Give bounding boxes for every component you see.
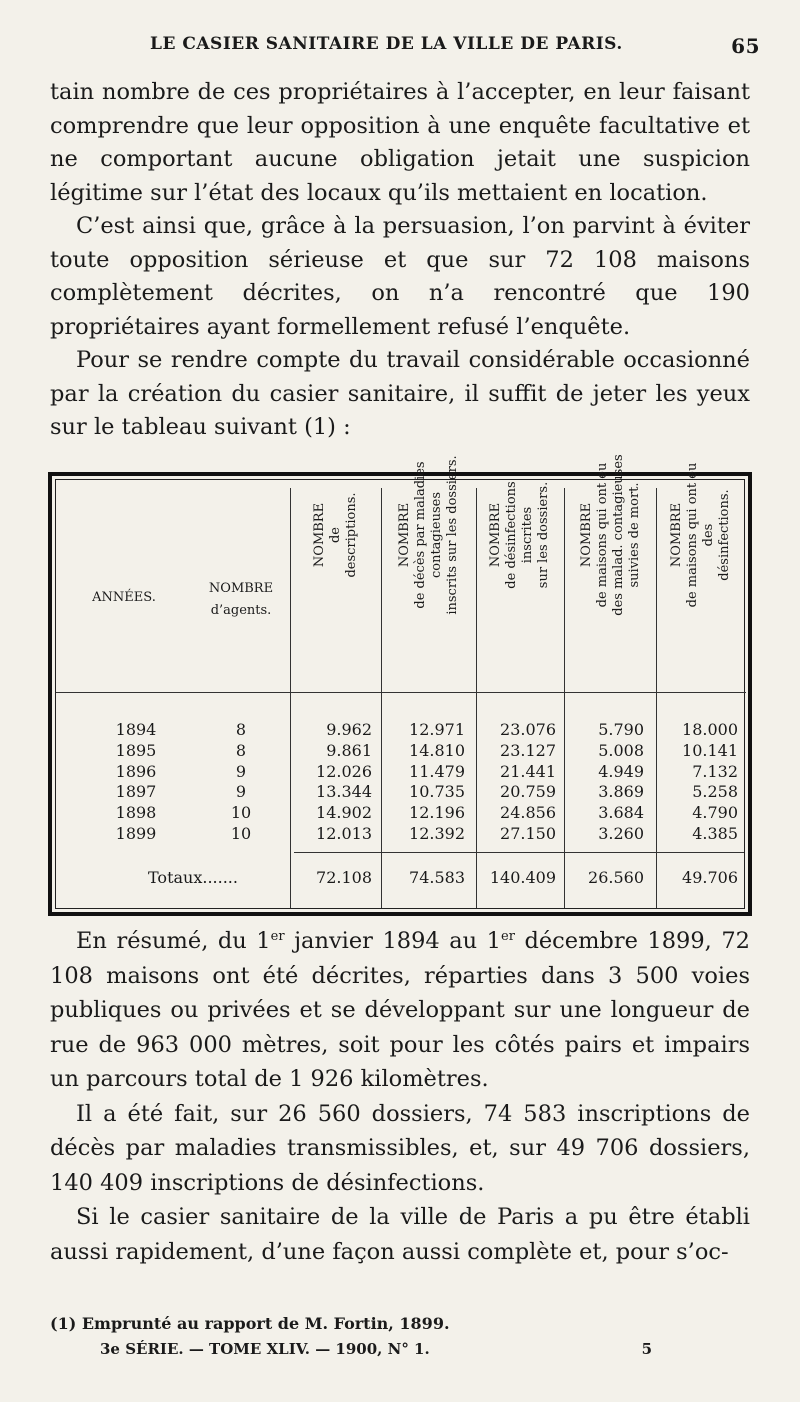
running-title: LE CASIER SANITAIRE DE LA VILLE DE PARIS. [150,34,623,54]
column-deces [385,720,465,845]
body-text-top [50,76,750,445]
table-cell: 10.141 [682,740,738,760]
signature-mark: 5 [641,1340,652,1358]
total-descriptions: 72.108 [316,868,372,887]
table-cell: 10 [230,823,252,843]
table-cell: 12.013 [316,823,372,843]
header-deces: NOMBRE de décès par maladies contagieuses inscrits sur les dossiers. [397,455,460,615]
paragraph: En résumé, du 1er janvier 1894 au 1er décembre 1899, 72 108 maisons ont été décrites, réparties dans 3 500 voies publiques ou privées et se développant sur une longueur de rue de 963 000 mètres, soit pour les côtés pairs et impairs un parcours total de 1 926 kilomètres. [50,928,750,1092]
table-cell: 10.735 [409,782,465,802]
body-text-bottom [50,924,750,1269]
total-maisons-malad: 26.560 [588,868,644,887]
header-maisons-desinf: NOMBRE de maisons qui ont eu des désinfections. [669,462,732,608]
table-cell: 1898 [115,803,157,823]
column-agents [206,720,276,845]
header-maisons-malad: NOMBRE de maisons qui ont eu des malad. contagieuses suivies de mort. [579,454,642,616]
paragraph: Si le casier sanitaire de la ville de Paris a pu être établi aussi rapidement, d’une façon aussi complète et, pour s’oc- [50,1204,750,1265]
table-cell: 9.861 [326,740,372,760]
table-cell: 23.076 [500,720,556,739]
table-cell: 5.790 [598,720,644,739]
paragraph: C’est ainsi que, grâce à la persuasion, l’on parvint à éviter toute opposition sérieuse et que sur 72 108 maisons complètement décrites, on n’a rencontré que 190 propriétaires ayant formellement refusé l’enquête. [50,213,750,340]
table-cell: 5.258 [692,782,738,802]
table-cell: 1897 [115,782,157,802]
table-cell: 1894 [115,720,157,739]
table-cell: 11.479 [409,761,465,781]
table-cell: 7.132 [692,761,738,781]
table-cell: 14.810 [409,740,465,760]
table-cell: 12.971 [409,720,465,739]
table-cell: 14.902 [316,803,372,823]
table-cell: 3.869 [598,782,644,802]
table-cell: 4.790 [692,803,738,823]
column-maisons-desinf [660,720,738,845]
paragraph: Pour se rendre compte du travail considérable occasionné par la création du casier sanitaire, il suffit de jeter les yeux sur le tableau suivant (1) : [50,347,750,440]
page-footer [100,1340,652,1358]
table-cell: 9.962 [326,720,372,739]
footer-series: 3e SÉRIE. — TOME XLIV. — 1900, N° 1. [100,1340,430,1358]
table-cell: 3.260 [598,823,644,843]
table-cell: 18.000 [682,720,738,739]
page-number: 65 [731,34,760,58]
table-cell: 27.150 [500,823,556,843]
header-agents: NOMBRE d’agents. [208,581,274,618]
table-cell: 13.344 [316,782,372,802]
table-cell: 9 [235,761,247,781]
footnote: (1) Emprunté au rapport de M. Fortin, 1899. [50,1314,450,1333]
total-maisons-desinf: 49.706 [682,868,738,887]
table-cell: 5.008 [598,740,644,760]
paragraph: Il a été fait, sur 26 560 dossiers, 74 583 inscriptions de décès par maladies transmissibles, et, sur 49 706 dossiers, 140 409 inscriptions de désinfections. [50,1100,750,1196]
column-descriptions [294,720,372,845]
table-cell: 8 [235,720,247,739]
table-cell: 12.392 [409,823,465,843]
paragraph: tain nombre de ces propriétaires à l’accepter, en leur faisant comprendre que leur opposition à une enquête facultative et ne comportant aucune obligation jetait une suspicion légitime sur l’état des locaux qu’ils mettaient en location. [50,79,750,206]
table-cell: 23.127 [500,740,556,760]
total-desinfections: 140.409 [489,868,556,887]
table-cell: 4.385 [692,823,738,843]
table-cell: 24.856 [500,803,556,823]
table-cell: 4.949 [598,761,644,781]
column-annees [96,720,176,845]
table-cell: 12.026 [316,761,372,781]
table-cell: 10 [230,803,252,823]
header-annees: ANNÉES. [92,590,156,605]
table-cell: 1896 [115,761,157,781]
statistics-table [48,454,752,916]
table-cell: 1895 [115,740,157,760]
total-deces: 74.583 [409,868,465,887]
column-maisons-malad [568,720,644,845]
table-cell: 3.684 [598,803,644,823]
column-desinfections [480,720,556,845]
table-cell: 12.196 [409,803,465,823]
header-descriptions: NOMBRE de descriptions. [312,492,359,578]
table-cell: 20.759 [500,782,556,802]
table-cell: 21.441 [500,761,556,781]
table-cell: 1899 [115,823,157,843]
table-cell: 8 [235,740,247,760]
header-desinfections: NOMBRE de désinfections inscrites sur les dossiers. [488,481,551,589]
table-cell: 9 [235,782,247,802]
totals-label: Totaux....... [148,868,238,887]
table-inner-frame [55,454,745,909]
